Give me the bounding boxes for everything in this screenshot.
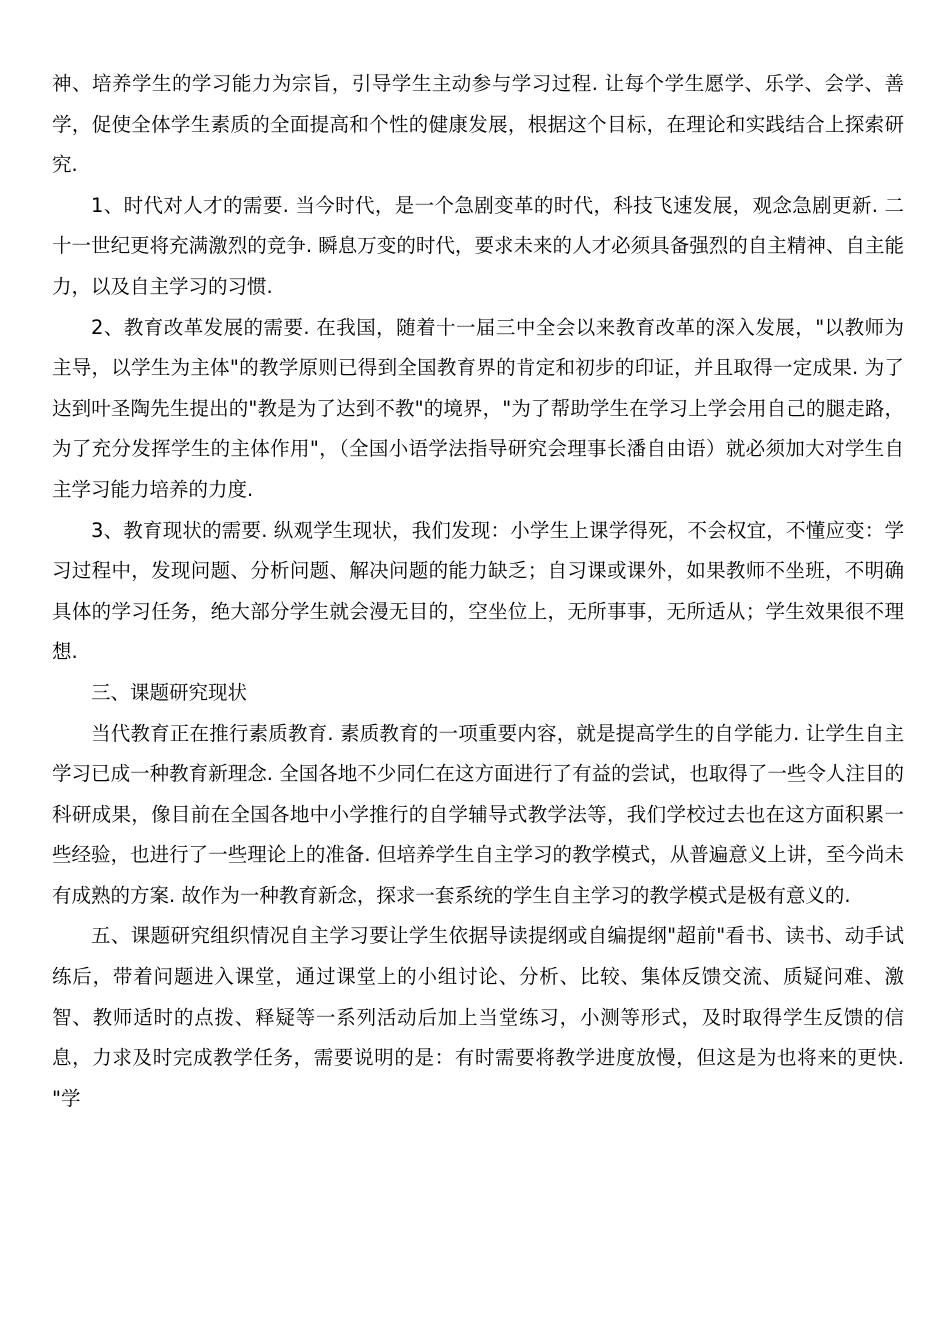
paragraph-research-status: 当代教育正在推行素质教育. 素质教育的一项重要内容，就是提高学生的自学能力. 让学生自主学习已成一种教育新理念. 全国各地不少同仁在这方面进行了有益的尝试，也取得了一些令人注目的科研成果，像目前在全国各地中小学推行的自学辅导式教学法等，我们学校过去也在这方面积累一些经验，也进行了一些理论上的准备. 但培养学生自主学习的教学模式，从普遍意义上讲，至今尚未有成熟的方案. 故作为一种教育新念，探求一套系统的学生自主学习的教学模式是极有意义的. — [52, 721, 904, 907]
section-heading-research-status: 三、课题研究现状 — [91, 680, 248, 704]
paragraph-reform-needs: 2、教育改革发展的需要. 在我国，随着十一届三中全会以来教育改革的深入发展，"以教师为主导，以学生为主体"的教学原则已得到全国教育界的肯定和初步的印证，并且取得一定成果. 为了达到叶圣陶先生提出的"教是为了达到不教"的境界，"为了帮助学生在学习上学会用自己的腿走路，为了充分发挥学生的主体作用"，（全国小语学法指导研究会理事长潘自由语）就必须加大对学生自主学习能力培养的力度. — [52, 315, 904, 501]
paragraph-talent-needs: 1、时代对人才的需要. 当今时代，是一个急剧变革的时代，科技飞速发展，观念急剧更新. 二十一世纪更将充满激烈的竞争. 瞬息万变的时代，要求未来的人才必须具备强烈的自主精神、自主能力，以及自主学习的习惯. — [52, 193, 904, 298]
document-page — [52, 64, 904, 1119]
paragraph-research-organization: 五、课题研究组织情况自主学习要让学生依据导读提纲或自编提纲"超前"看书、读书、动手试练后，带着问题进入课堂，通过课堂上的小组讨论、分析、比较、集体反馈交流、质疑问难、激智、教师适时的点拨、释疑等一系列活动后加上当堂练习，小测等形式，及时取得学生反馈的信息，力求及时完成教学任务，需要说明的是：有时需要将教学进度放慢，但这是为也将来的更快. "学 — [52, 924, 904, 1110]
paragraph-continuation: 神、培养学生的学习能力为宗旨，引导学生主动参与学习过程. 让每个学生愿学、乐学、会学、善学，促使全体学生素质的全面提高和个性的健康发展，根据这个目标，在理论和实践结合上探索研究. — [52, 72, 904, 177]
paragraph-current-situation-needs: 3、教育现状的需要. 纵观学生现状，我们发现：小学生上课学得死，不会权宜，不懂应变：学习过程中，发现问题、分析问题、解决问题的能力缺乏；自习课或课外，如果教师不坐班，不明确具体的学习任务，绝大部分学生就会漫无目的，空坐位上，无所事事，无所适从；学生效果很不理想. — [52, 518, 904, 664]
